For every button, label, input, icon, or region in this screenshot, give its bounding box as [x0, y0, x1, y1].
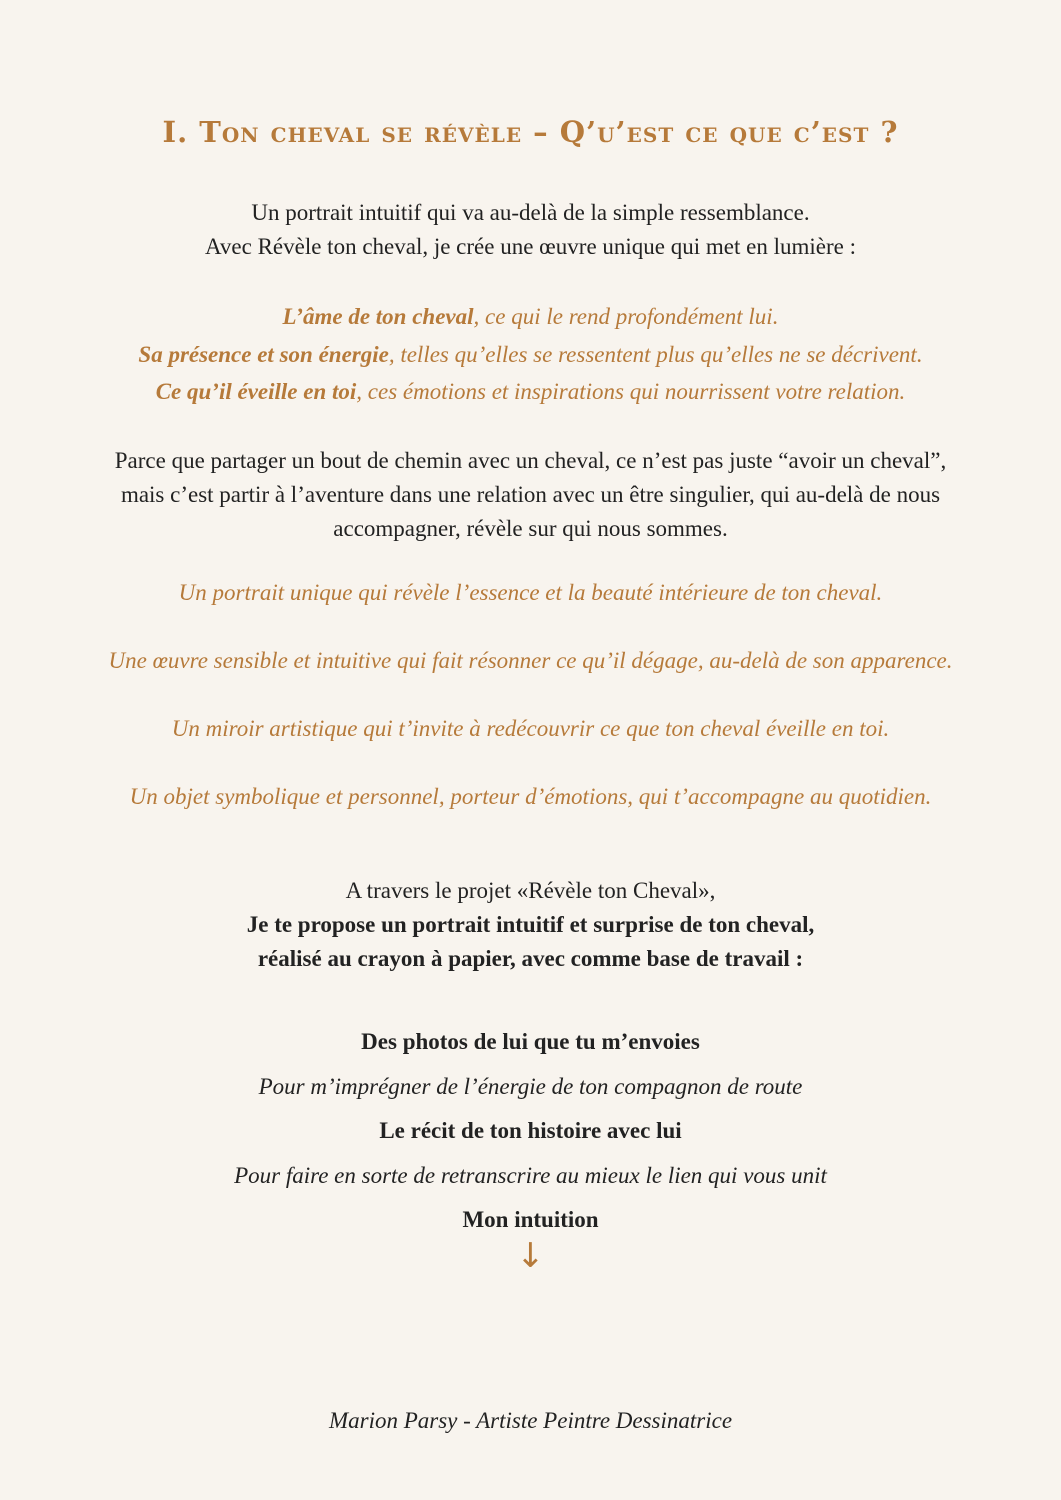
benefit-item: Un portrait unique qui révèle l’essence et la beauté intérieure de ton cheval.	[178, 580, 883, 605]
base-photos-detail: Pour m’imprégner de l’énergie de ton compagnon de route	[258, 1073, 803, 1099]
project-intro-line: A travers le projet «Révèle ton Cheval»,	[345, 878, 716, 903]
relationship-paragraph	[0, 444, 1061, 546]
benefits-list	[0, 576, 1061, 848]
footer-signature: Marion Parsy - Artiste Peintre Dessinatrice	[328, 1408, 733, 1433]
quality-highlight: L’âme de ton cheval	[282, 304, 474, 329]
paragraph-line: accompagner, révèle sur qui nous sommes.	[333, 516, 728, 541]
base-photos: Des photos de lui que tu m’envoies	[361, 1029, 700, 1054]
paragraph-line: Parce que partager un bout de chemin avec un cheval, ce n’est pas juste “avoir un cheval”,	[114, 448, 947, 473]
intro-paragraph	[0, 196, 1061, 264]
qualities-list	[0, 298, 1061, 411]
quality-item	[0, 298, 1061, 336]
base-story: Le récit de ton histoire avec lui	[379, 1118, 682, 1143]
quality-item	[0, 336, 1061, 374]
project-paragraph	[0, 874, 1061, 976]
paragraph-line: mais c’est partir à l’aventure dans une relation avec un être singulier, qui au-delà de nous	[120, 482, 941, 507]
intro-line: Avec Révèle ton cheval, je crée une œuvre unique qui met en lumière :	[205, 234, 856, 259]
base-intuition: Mon intuition	[462, 1207, 599, 1232]
quality-description: , telles qu’elles se ressentent plus qu’elles ne se décrivent.	[388, 341, 923, 367]
quality-description: , ces émotions et inspirations qui nourrissent votre relation.	[356, 379, 906, 404]
benefit-item: Un objet symbolique et personnel, porteur d’émotions, qui t’accompagne au quotidien.	[129, 784, 932, 809]
quality-highlight: Sa présence et son énergie	[138, 341, 389, 367]
quality-description: , ce qui le rend profondément lui.	[473, 304, 779, 329]
arrow-down-icon: ↓	[516, 1236, 545, 1276]
benefit-item: Un miroir artistique qui t’invite à redécouvrir ce que ton cheval éveille en toi.	[171, 716, 890, 741]
quality-highlight: Ce qu’il éveille en toi	[155, 379, 357, 404]
project-proposal-line: Je te propose un portrait intuitif et surprise de ton cheval,	[246, 912, 815, 937]
intro-line: Un portrait intuitif qui va au-delà de la simple ressemblance.	[251, 200, 810, 225]
base-story-detail: Pour faire en sorte de retranscrire au mieux le lien qui vous unit	[234, 1162, 827, 1188]
project-proposal-line: réalisé au crayon à papier, avec comme base de travail :	[257, 946, 804, 971]
quality-item	[0, 373, 1061, 411]
section-title: I. Ton cheval se révèle – Q’u’est ce que c’est ?	[162, 115, 899, 149]
work-bases-list	[0, 1020, 1061, 1243]
benefit-item: Une œuvre sensible et intuitive qui fait résonner ce qu’il dégage, au-delà de son apparence.	[108, 648, 953, 673]
